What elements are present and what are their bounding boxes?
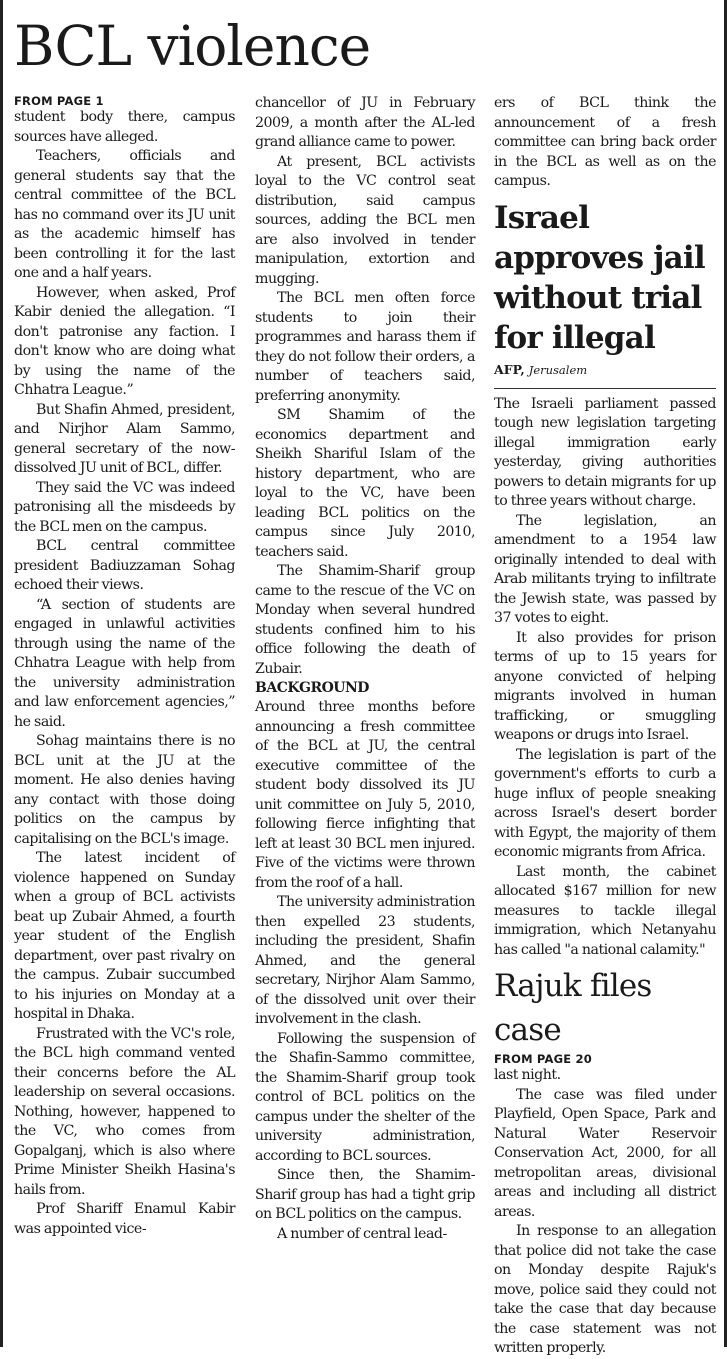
paragraph: The case was filed under Playfield, Open Space, Park and Natural Water Reservoir Conservation Act, 2000, for all metropolitan areas, divisional areas and including all district areas. — [494, 1086, 716, 1220]
israel-story-body — [494, 395, 716, 961]
page-border-left — [0, 0, 3, 1347]
main-headline: BCL violence — [14, 14, 371, 78]
paragraph: Sohag maintains there is no BCL unit at the JU at the moment. He also denies having any contact with those doing politics on the campus by capitalising on the BCL's image. — [14, 733, 235, 847]
paragraph: ers of BCL think the announcement of a fresh committee can bring back order in the BCL as well as on the campus. — [494, 95, 716, 189]
paragraph: The legislation is part of the government's efforts to curb a huge influx of people sneaking across Israel's desert border with Egypt, the majority of them economic migrants from Africa. — [494, 746, 716, 860]
rajuk-story-body — [494, 1066, 716, 1359]
paragraph: The university administration then expelled 23 students, including the president, Shafin Ahmed, and the general secretary, Nirjhor Alam Sammo, of the dissolved unit over their involvement in the clash. — [255, 894, 475, 1027]
rajuk-kicker: FROM PAGE 20 — [494, 1052, 592, 1066]
paragraph: In response to an allegation that police did not take the case on Monday despite Rajuk's move, police said they could not take the case that day because the case statement was not written properly. — [494, 1223, 716, 1356]
paragraph: The latest incident of violence happened on Sunday when a group of BCL activists beat up Zubair Ahmed, a fourth year student of the English department, over past rivalry on the campus. Zubair succumbed to his injuries on Monday at a hospital in Dhaka. — [14, 850, 235, 1022]
rajuk-headline: Rajuk files case — [494, 968, 652, 1048]
paragraph: Since then, the Shamim-Sharif group has had a tight grip on BCL politics on the campus. — [255, 1167, 475, 1222]
column-2 — [255, 94, 475, 1244]
paragraph: It also provides for prison terms of up to 15 years for anyone convicted of helping migrants involved in human trafficking, or smuggling weapons or drugs into Israel. — [494, 629, 716, 743]
paragraph: Last month, the cabinet allocated $167 million for new measures to tackle illegal immigration, which Netanyahu has called "a national calamity." — [494, 863, 716, 958]
israel-headline: Israel approves jail without trial for illegal — [494, 199, 705, 356]
paragraph: BCL central committee president Badiuzzaman Sohag echoed their views. — [14, 538, 235, 593]
main-kicker: FROM PAGE 1 — [14, 94, 104, 108]
paragraph: Following the suspension of the Shafin-Sammo committee, the Shamim-Sharif group took control of BCL politics on the campus under the shelter of the university administration, according to BCL sources. — [255, 1030, 475, 1164]
byline-city: Jerusalem — [528, 362, 588, 377]
paragraph: Frustrated with the VC's role, the BCL high command vented their concerns before the AL leadership on several occasions. Nothing, however, happened to the VC, who comes from Gopalganj, which is also where Prime Minister Sheikh Hasina's hails from. — [14, 1025, 235, 1198]
paragraph: At present, BCL activists loyal to the VC control seat distribution, said campus sources, adding the BCL men are also involved in tender manipulation, extortion and mugging. — [255, 153, 475, 287]
paragraph: The Shamim-Sharif group came to the rescue of the VC on Monday when several hundred students confined him to his office following the death of Zubair. — [255, 563, 475, 677]
paragraph: The legislation, an amendment to a 1954 law originally intended to deal with Arab militants trying to infiltrate the Jewish state, was passed by 37 votes to eight. — [494, 512, 716, 626]
main-story-body-col1 — [14, 108, 235, 1239]
paragraph: chancellor of JU in February 2009, a month after the AL-led grand alliance came to power. — [255, 95, 475, 150]
byline-divider — [494, 388, 716, 389]
paragraph: A number of central lead- — [277, 1225, 447, 1242]
paragraph: “A section of students are engaged in unlawful activities through using the name of the Chhatra League with help from the university administration and law enforcement agencies,” he said. — [14, 596, 235, 730]
paragraph: They said the VC was indeed patronising all the misdeeds by the BCL men on the campus. — [14, 479, 235, 535]
main-story-body-col3 — [494, 94, 716, 192]
paragraph: SM Shamim of the economics department and Sheikh Shariful Islam of the history department, who are loyal to the VC, have been leading BCL politics on the campus since July 2010, teachers said. — [255, 407, 475, 560]
paragraph: The Israeli parliament passed tough new legislation targeting illegal immigration early yesterday, giving authorities powers to detain migrants for up to three years without charge. — [494, 395, 716, 509]
paragraph: However, when asked, Prof Kabir denied the allegation. “I don't patronise any faction. I don't know who are doing what by using the name of the Chhatra League.” — [14, 284, 235, 398]
paragraph: student body there, campus sources have alleged. — [14, 109, 235, 145]
paragraph: Prof Shariff Enamul Kabir was appointed vice- — [14, 1201, 235, 1237]
column-3 — [494, 94, 716, 1359]
byline-agency: AFP, — [494, 361, 525, 377]
israel-byline — [494, 361, 716, 379]
paragraph: Around three months before announcing a fresh committee of the BCL at JU, the central executive committee of the student body dissolved its JU unit committee on July 5, 2010, following fierce infighting that left at least 30 BCL men injured. Five of the victims were thrown from the roof of a hall. — [255, 699, 475, 891]
paragraph: The BCL men often force students to join their programmes and harass them if they do not follow their orders, a number of teachers said, preferring anonymity. — [255, 290, 475, 404]
section-subhead: BACKGROUND — [255, 680, 369, 696]
main-story-body-col2 — [255, 94, 475, 1244]
paragraph: Teachers, officials and general students say that the central committee of the BCL has no command over its JU unit as the academic himself has been controlling it for the last one and a half years. — [14, 148, 235, 281]
paragraph: But Shafin Ahmed, president, and Nirjhor Alam Sammo, general secretary of the now-dissolved JU unit of BCL, differ. — [14, 401, 235, 476]
paragraph: last night. — [494, 1067, 561, 1083]
column-1 — [14, 94, 235, 1239]
